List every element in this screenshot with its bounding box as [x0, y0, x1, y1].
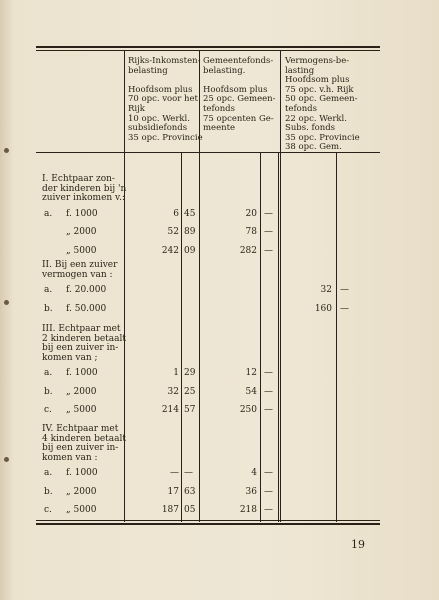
- rijks-guilders: —: [170, 468, 179, 478]
- row-label: a.: [44, 468, 53, 478]
- gemeente-header-line: Hoofdsom plus: [203, 84, 268, 95]
- row-amount: „ 5000: [66, 505, 97, 515]
- gemeente-cents: —: [264, 227, 273, 237]
- gemeente-header-line: meente: [203, 123, 236, 134]
- vermogen-header-line: tefonds: [285, 104, 317, 114]
- gemeente-cents: —: [264, 468, 273, 478]
- section-title-line: vermogen van :: [42, 269, 113, 280]
- section-title-line: II. Bij een zuiver: [42, 260, 118, 270]
- vermogen-header-line: 50 opc. Gemeen-: [285, 94, 358, 105]
- binding-hole: [4, 148, 9, 153]
- gemeente-guilders: 78: [245, 227, 257, 237]
- section-title-line: der kinderen bij 'n: [42, 183, 127, 194]
- vermogen-header-line: Vermogens-be-: [285, 56, 350, 66]
- gemeente-guilders: 282: [239, 245, 257, 256]
- page-number: 19: [351, 538, 365, 551]
- row-amount: „ 2000: [66, 386, 97, 397]
- vermogen-header-line: 35 opc. Provincie: [285, 132, 360, 143]
- section-title-line: komen van :: [42, 452, 98, 463]
- gemeente-header-line: belasting.: [203, 65, 246, 76]
- rijks-cents: 45: [184, 208, 196, 219]
- rijks-header-line: Rijks-Inkomsten-: [128, 56, 201, 66]
- section-title-line: bij een zuiver in-: [42, 343, 119, 353]
- section-title-line: bij een zuiver in-: [42, 443, 119, 453]
- gemeente-guilders: 218: [239, 505, 257, 515]
- row-amount: „ 2000: [66, 486, 97, 497]
- row-label: b.: [44, 303, 53, 314]
- vermogen-header-line: 22 opc. Werkl.: [285, 113, 347, 124]
- rijks-guilders: 17: [167, 486, 179, 497]
- vermogen-header-line: 75 opc. v.h. Rijk: [285, 84, 354, 95]
- gemeente-guilders: 36: [245, 486, 257, 497]
- gemeente-cents: —: [264, 405, 273, 415]
- row-amount: „ 5000: [66, 405, 97, 415]
- rijks-cents: 09: [184, 245, 196, 256]
- section-title-line: IV. Echtpaar met: [42, 424, 119, 434]
- col-line-sub: [260, 152, 261, 522]
- col-line: [199, 50, 200, 522]
- rijks-cents: —: [184, 468, 193, 478]
- section-title-line: III. Echtpaar met: [42, 324, 121, 334]
- rijks-header-line: subsidiefonds: [128, 123, 188, 134]
- gemeente-guilders: 12: [245, 368, 257, 378]
- gemeente-cents: —: [264, 486, 273, 497]
- row-amount: f. 1000: [66, 468, 98, 478]
- section-title-line: zuiver inkomen v.:: [42, 193, 125, 203]
- bottom-rule-thin: [36, 520, 380, 521]
- rijks-cents: 63: [184, 486, 196, 497]
- rijks-cents: 89: [184, 227, 196, 237]
- rijks-header-line: Hoofdsom plus: [128, 84, 193, 95]
- top-rule: [36, 46, 380, 48]
- rijks-guilders: 32: [167, 386, 179, 397]
- col-line: [278, 152, 279, 522]
- rijks-cents: 25: [184, 386, 196, 397]
- vermogen-guilders: 160: [314, 303, 332, 314]
- top-rule-thin: [36, 50, 380, 51]
- gemeente-cents: —: [264, 386, 273, 397]
- rijks-cents: 05: [184, 505, 196, 515]
- gemeente-guilders: 20: [245, 208, 257, 219]
- col-line-sub: [181, 152, 182, 522]
- rijks-cents: 29: [184, 368, 196, 378]
- rijks-guilders: 187: [161, 505, 179, 515]
- row-label: a.: [44, 208, 53, 219]
- col-line: [280, 50, 281, 522]
- row-amount: f. 1000: [66, 368, 98, 378]
- rijks-header-line: belasting: [128, 65, 168, 76]
- section-title-line: komen van ;: [42, 352, 98, 363]
- binding-hole: [4, 300, 9, 305]
- col-line: [124, 50, 125, 522]
- row-label: a.: [44, 285, 53, 295]
- gemeente-cents: —: [264, 505, 273, 515]
- row-label: c.: [44, 505, 52, 515]
- vermogen-guilders: 32: [320, 285, 332, 295]
- vermogen-header-line: Hoofdsom plus: [285, 75, 350, 86]
- rijks-header-line: 10 opc. Werkl.: [128, 113, 190, 124]
- gemeente-cents: —: [264, 368, 273, 378]
- gemeente-guilders: 4: [251, 468, 257, 478]
- section-title-line: I. Echtpaar zon-: [42, 174, 115, 184]
- row-label: c.: [44, 405, 52, 415]
- row-label: b.: [44, 486, 53, 497]
- binding-hole: [4, 457, 9, 462]
- row-amount: f. 20.000: [66, 285, 107, 295]
- rijks-guilders: 52: [167, 227, 179, 237]
- rijks-header-line: 35 opc. Provincie: [128, 132, 203, 143]
- vermogen-header-line: Subs. fonds: [285, 123, 336, 134]
- section-title-line: 2 kinderen betaalt: [42, 333, 127, 344]
- rijks-guilders: 214: [161, 405, 179, 415]
- rijks-header-line: 70 opc. voor het: [128, 94, 198, 105]
- vermogen-cents: —: [340, 285, 349, 295]
- gemeente-cents: —: [264, 208, 273, 219]
- row-amount: f. 50.000: [66, 303, 107, 314]
- section-title-line: 4 kinderen betaalt: [42, 433, 127, 444]
- rijks-header-line: Rijk: [128, 104, 145, 114]
- rijks-guilders: 6: [173, 208, 179, 219]
- gemeente-header-line: Gemeentefonds-: [203, 56, 274, 66]
- gemeente-guilders: 250: [239, 405, 257, 415]
- rijks-guilders: 1: [173, 368, 179, 378]
- col-line-sub: [336, 152, 337, 522]
- vermogen-header-line: lasting: [285, 65, 315, 76]
- row-label: b.: [44, 386, 53, 397]
- row-amount: f. 1000: [66, 208, 98, 219]
- gemeente-guilders: 54: [245, 386, 257, 397]
- rijks-guilders: 242: [161, 245, 179, 256]
- row-amount: „ 5000: [66, 245, 97, 256]
- row-amount: „ 2000: [66, 227, 97, 237]
- gemeente-header-line: 25 opc. Gemeen-: [203, 94, 276, 105]
- rijks-cents: 57: [184, 405, 196, 415]
- gemeente-cents: —: [264, 245, 273, 256]
- vermogen-cents: —: [340, 303, 349, 314]
- vermogen-header-line: 38 opc. Gem.: [285, 142, 342, 153]
- gemeente-header-line: 75 opcenten Ge-: [203, 113, 274, 124]
- row-label: a.: [44, 368, 53, 378]
- gemeente-header-line: tefonds: [203, 104, 235, 114]
- bottom-rule: [36, 523, 380, 525]
